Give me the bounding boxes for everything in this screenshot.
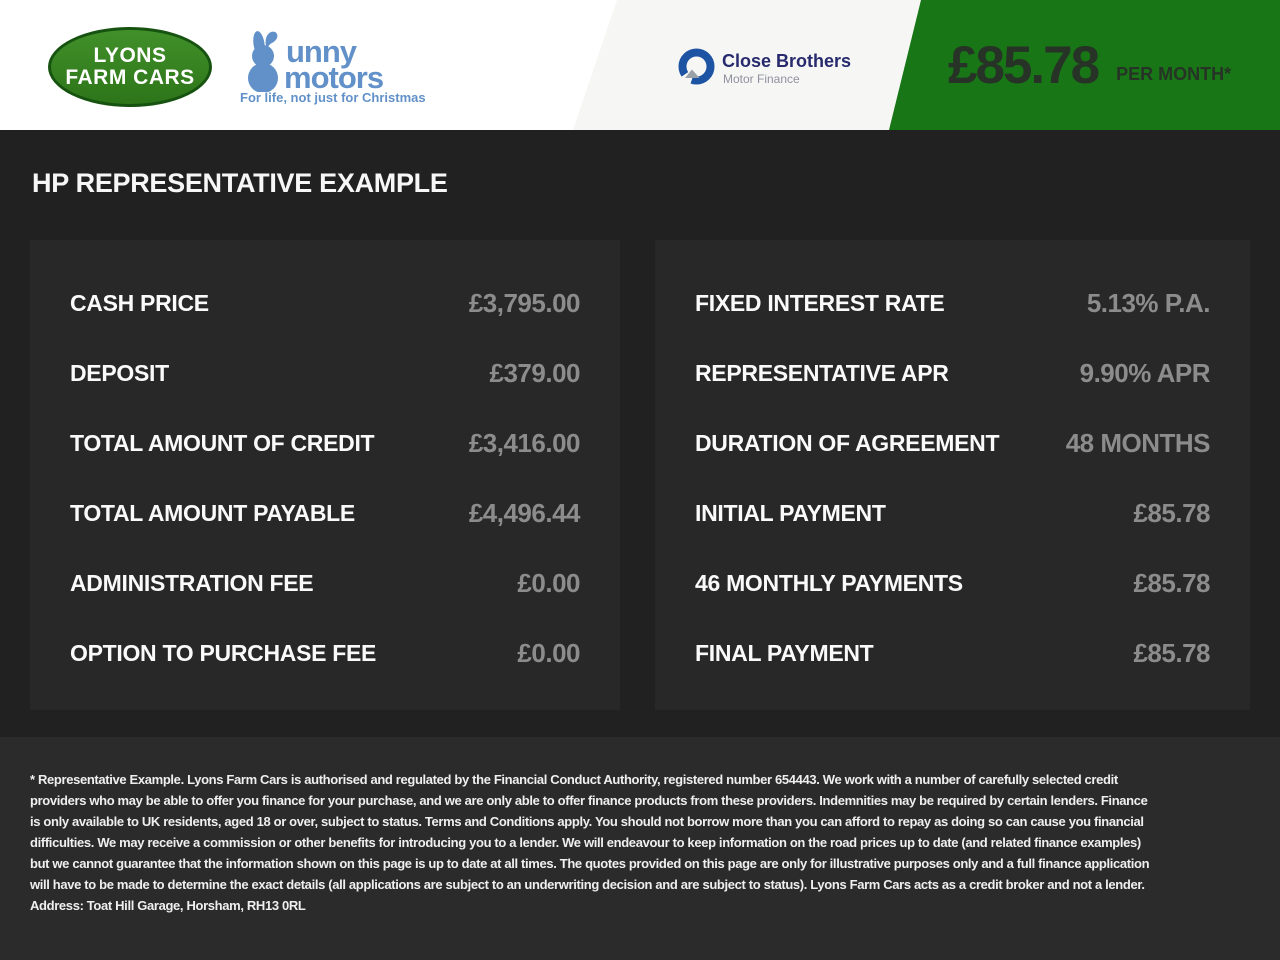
header-banner [0, 0, 1280, 130]
finance-row-duration [695, 408, 1210, 478]
finance-row-monthly-payments [695, 548, 1210, 618]
finance-value: £85.78 [1133, 567, 1210, 598]
close-brothers-subtitle: Motor Finance [723, 72, 800, 86]
finance-value: 9.90% APR [1079, 357, 1210, 388]
finance-row-cash-price [70, 268, 580, 338]
finance-label: FINAL PAYMENT [695, 639, 874, 666]
bunny-logo-tagline: For life, not just for Christmas [240, 90, 426, 105]
finance-value: 48 MONTHS [1065, 427, 1210, 458]
finance-value: £379.00 [489, 357, 580, 388]
bunny-logo-word1: unny [286, 34, 357, 69]
disclaimer-section [0, 737, 1280, 960]
finance-row-initial-payment [695, 478, 1210, 548]
finance-label: 46 MONTHLY PAYMENTS [695, 569, 963, 596]
finance-label: DEPOSIT [70, 359, 169, 386]
bunny-motors-logo [240, 28, 440, 106]
finance-value: £85.78 [1133, 497, 1210, 528]
finance-value: £4,496.44 [468, 497, 580, 528]
finance-label: ADMINISTRATION FEE [70, 569, 314, 596]
finance-value: £3,416.00 [468, 427, 580, 458]
page-title: HP REPRESENTATIVE EXAMPLE [32, 168, 448, 198]
finance-label: TOTAL AMOUNT OF CREDIT [70, 429, 375, 456]
finance-row-total-payable [70, 478, 580, 548]
bunny-icon [242, 30, 290, 92]
price-banner [948, 0, 1231, 130]
disclaimer-text: * Representative Example. Lyons Farm Cars is authorised and regulated by the Financial Conduct Authority, registered number 654443. We work with a number of carefully selected credit providers who may be able to offer you finance for your purchase, and we are only able to offer finance products from these providers. Indemnities may be required by certain lenders. Finance is only available to UK residents, aged 18 or over, subject to status. Terms and Conditions apply. You should not borrow more than you can afford to repay as doing so can cause you financial difficulties. We may receive a commission or other benefits for introducing you to a lender. We will endeavour to keep information on the road prices up to date (and related finance examples) but we cannot guarantee that the information shown on this page is up to date at all times. The quotes provided on this page are only for illustrative purposes only and a full finance application will have to be made to determine the exact details (all applications are subject to an underwriting decision and are subject to status). Lyons Farm Cars acts as a credit broker and not a lender. Address: Toat Hill Garage, Horsham, RH13 0RL [30, 772, 1150, 913]
bunny-logo-word2: motors [284, 60, 384, 95]
finance-label: OPTION TO PURCHASE FEE [70, 639, 377, 666]
finance-row-apr [695, 338, 1210, 408]
finance-row-interest-rate [695, 268, 1210, 338]
close-brothers-icon [678, 48, 715, 85]
finance-label: TOTAL AMOUNT PAYABLE [70, 499, 355, 526]
lyons-logo-line2: FARM CARS [65, 66, 195, 89]
finance-value: £0.00 [517, 637, 580, 668]
finance-row-total-credit [70, 408, 580, 478]
finance-row-deposit [70, 338, 580, 408]
finance-value: £0.00 [517, 567, 580, 598]
close-brothers-name: Close Brothers [722, 51, 852, 71]
lyons-logo-line1: LYONS [93, 43, 167, 67]
finance-value: £85.78 [1133, 637, 1210, 668]
finance-label: INITIAL PAYMENT [695, 499, 886, 526]
finance-label: REPRESENTATIVE APR [695, 359, 949, 386]
price-per-month-suffix: PER MONTH* [1116, 63, 1232, 84]
finance-panel-left [30, 240, 620, 710]
finance-row-option-fee [70, 618, 580, 688]
price-per-month-amount: £85.78 [948, 35, 1099, 95]
finance-panel-right [655, 240, 1250, 710]
finance-label: FIXED INTEREST RATE [695, 289, 945, 316]
close-brothers-logo [678, 48, 898, 92]
finance-value: £3,795.00 [468, 287, 580, 318]
finance-row-admin-fee [70, 548, 580, 618]
finance-label: CASH PRICE [70, 289, 209, 316]
finance-label: DURATION OF AGREEMENT [695, 429, 1000, 456]
finance-value: 5.13% P.A. [1086, 287, 1210, 318]
finance-row-final-payment [695, 618, 1210, 688]
lyons-farm-cars-logo [48, 27, 212, 107]
